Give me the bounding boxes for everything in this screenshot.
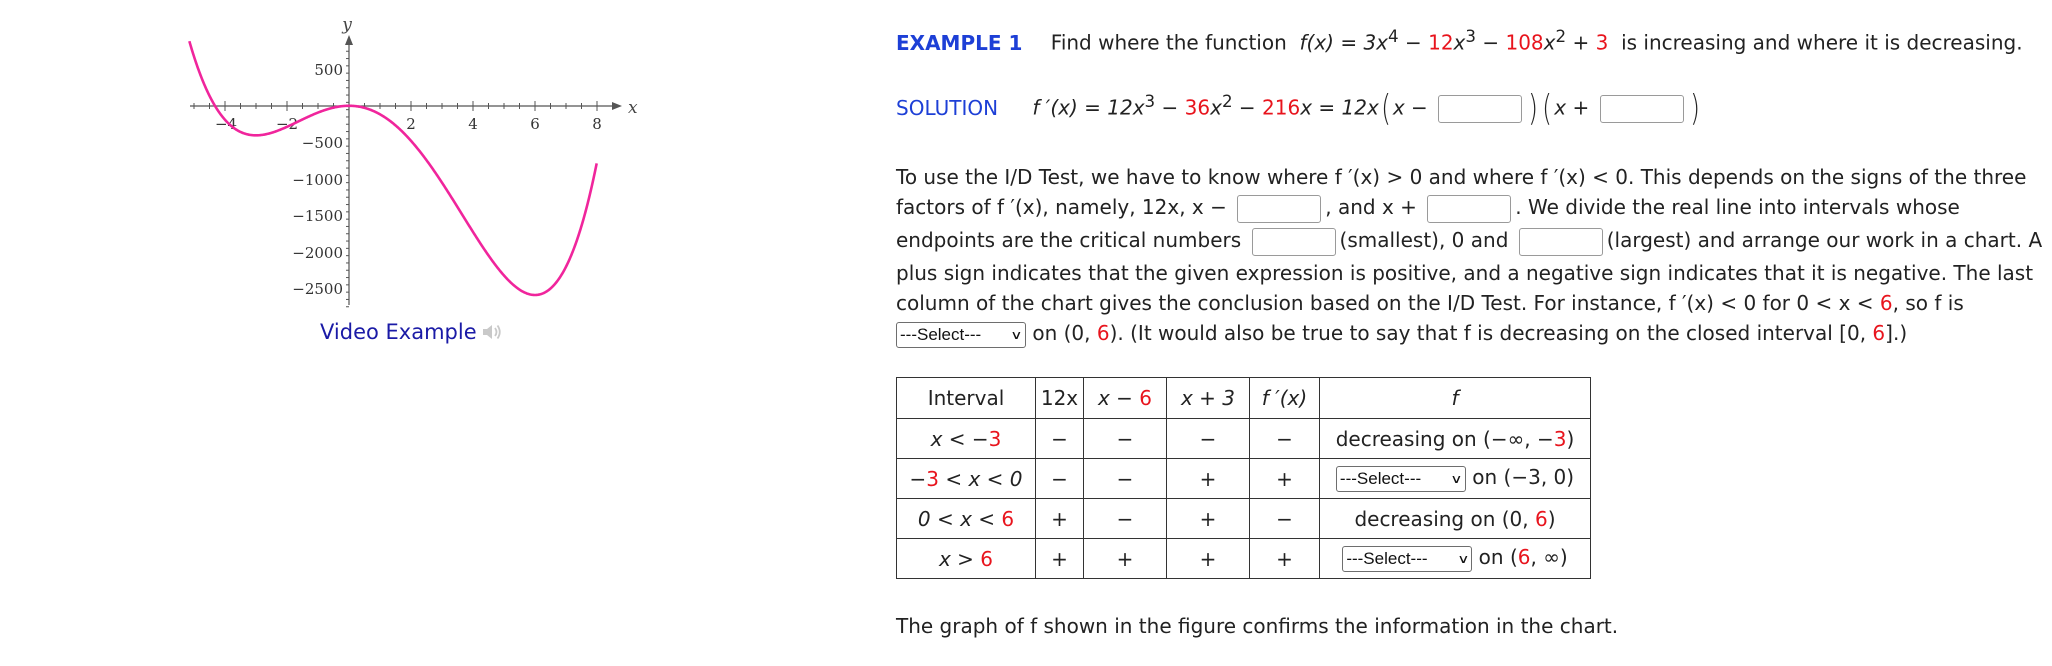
paragraph-line — [896, 259, 2033, 287]
highlight-number: 6 — [1872, 321, 1886, 345]
interval-cell — [897, 419, 1036, 459]
conclusion-cell — [1320, 499, 1591, 539]
example-title: EXAMPLE 1 — [896, 30, 1023, 55]
sign-cell: + — [1036, 499, 1084, 539]
coefficient: 108 — [1505, 30, 1544, 55]
video-example-label: Video Example — [320, 320, 477, 344]
id-test-chart — [896, 377, 1591, 579]
y-tick-label: −500 — [301, 134, 343, 152]
example-statement — [896, 23, 2023, 57]
coefficient: 12 — [1428, 30, 1454, 55]
chevron-down-icon: ∨ — [1010, 327, 1023, 342]
sign-cell: + — [1167, 539, 1250, 579]
operator: − — [1398, 30, 1429, 55]
select-value: ---Select--- — [1346, 548, 1428, 568]
col-header-interval: Interval — [897, 378, 1036, 419]
paragraph-text: (largest) and arrange our work in a chart. A — [1606, 228, 2043, 252]
sign-cell: − — [1036, 459, 1084, 499]
table-row — [897, 419, 1591, 459]
y-tick-label: −2500 — [292, 280, 343, 298]
factor-label: x + — [1554, 95, 1590, 120]
footer-text — [896, 612, 1618, 640]
highlight-number: 6 — [1517, 545, 1531, 570]
interval-select[interactable] — [1342, 546, 1472, 572]
sign-cell: + — [1167, 499, 1250, 539]
critical-number-input-1[interactable] — [1438, 95, 1522, 123]
chevron-down-icon: ∨ — [1456, 551, 1470, 566]
x-axis-label: x — [628, 98, 638, 118]
factored-prefix: x = 12x — [1300, 95, 1379, 120]
inc-dec-select[interactable] — [896, 322, 1026, 348]
left-paren: ( — [1380, 88, 1391, 130]
largest-critical-input[interactable] — [1519, 228, 1603, 256]
y-tick-label: 500 — [314, 61, 343, 79]
paragraph-line — [896, 163, 2026, 191]
x-tick-label: 2 — [406, 115, 416, 133]
right-paren: ) — [1528, 88, 1539, 130]
interval-text: 0 < x < — [917, 506, 1002, 531]
highlight-number: 3 — [926, 466, 939, 491]
variable: x — [1210, 95, 1222, 120]
paragraph-text: , and x + — [1325, 195, 1417, 219]
table-row — [897, 499, 1591, 539]
table-row — [897, 459, 1591, 499]
paragraph-text: ). (It would also be true to say that f is decreasing on the closed interval [0, — [1109, 321, 1873, 345]
solution-line — [896, 88, 1702, 130]
select-value: ---Select--- — [900, 324, 982, 344]
exponent: 3 — [1144, 92, 1156, 111]
smallest-critical-input[interactable] — [1252, 228, 1336, 256]
col-header-f — [1320, 378, 1591, 419]
operator: − — [1476, 30, 1506, 55]
y-tick-label: −2000 — [292, 244, 343, 262]
conclusion-text: on ( — [1478, 545, 1518, 570]
highlight-number: 6 — [1096, 321, 1110, 345]
y-axis-arrow — [345, 35, 353, 45]
x-tick-label: 4 — [468, 115, 478, 133]
chevron-down-icon: ∨ — [1450, 471, 1463, 486]
x-tick-label: −4 — [214, 115, 238, 133]
conclusion-cell — [1320, 459, 1591, 499]
video-example-link[interactable] — [320, 320, 503, 344]
function-graph — [0, 0, 700, 330]
table-row — [897, 539, 1591, 579]
y-tick-label: −1000 — [292, 171, 343, 189]
footer-sentence: The graph of f shown in the figure confirms the information in the chart. — [896, 614, 1619, 638]
exponent: 2 — [1221, 92, 1233, 111]
y-axis-label: y — [342, 15, 352, 35]
sign-cell: − — [1036, 419, 1084, 459]
coefficient: 36 — [1184, 95, 1211, 120]
factor-label: x − — [1392, 95, 1428, 120]
conclusion-text: ) — [1547, 506, 1556, 531]
factor-input-2[interactable] — [1427, 195, 1511, 223]
interval-select[interactable] — [1336, 466, 1466, 492]
header-text: 12x — [1040, 386, 1079, 410]
highlight-number: 6 — [980, 546, 994, 571]
paragraph-text: To use the I/D Test, we have to know where f ′(x) > 0 and where f ′(x) < 0. This depends on the signs of the three — [896, 165, 2027, 189]
paragraph-text: (smallest), 0 and — [1339, 228, 1509, 252]
col-header-x-minus-6 — [1084, 378, 1167, 419]
solution-title: SOLUTION — [896, 95, 999, 120]
sign-cell: + — [1036, 539, 1084, 579]
interval-cell — [897, 459, 1036, 499]
conclusion-text: , ∞) — [1530, 545, 1568, 570]
conclusion-text: on (−3, 0) — [1472, 465, 1575, 490]
paragraph-text: column of the chart gives the conclusion based on the I/D Test. For instance, f ′(x) < 0 for 0 < x < — [896, 291, 1880, 315]
paragraph-line — [896, 289, 1964, 317]
sign-cell: + — [1167, 459, 1250, 499]
header-text: f ′(x) — [1261, 386, 1308, 410]
derivative-lhs: f ′(x) = 12x — [1032, 95, 1145, 120]
paragraph-line — [896, 319, 1907, 348]
y-tick-label: −1500 — [292, 207, 343, 225]
exponent: 3 — [1465, 27, 1476, 46]
constant: 3 — [1595, 30, 1609, 55]
sign-cell: − — [1084, 459, 1167, 499]
variable: x — [1453, 30, 1466, 55]
paragraph-text: . We divide the real line into intervals whose — [1515, 195, 1960, 219]
paragraph-line — [896, 226, 2042, 256]
operator: − — [1232, 95, 1263, 120]
sign-cell: − — [1250, 419, 1320, 459]
table-header-row — [897, 378, 1591, 419]
right-paren: ) — [1689, 88, 1700, 130]
sign-cell: + — [1250, 539, 1320, 579]
factor-input-1[interactable] — [1237, 195, 1321, 223]
paragraph-text: endpoints are the critical numbers — [896, 228, 1242, 252]
interval-text: x > — [938, 546, 981, 571]
sign-cell: + — [1084, 539, 1167, 579]
col-header-fprime — [1250, 378, 1320, 419]
operator: + — [1566, 30, 1596, 55]
highlight-number: 6 — [1001, 506, 1015, 531]
conclusion-cell — [1320, 419, 1591, 459]
example-text-suffix: is increasing and where it is decreasing. — [1621, 30, 2023, 55]
sign-cell: − — [1084, 419, 1167, 459]
interval-cell — [897, 539, 1036, 579]
select-value: ---Select--- — [1339, 468, 1422, 488]
x-tick-label: 8 — [592, 115, 602, 133]
function-fx: f(x) = 3x — [1299, 30, 1388, 55]
highlight-number: 6 — [1535, 506, 1548, 531]
function-curve — [189, 41, 596, 295]
conclusion-text: decreasing on (−∞, − — [1335, 426, 1554, 451]
paragraph-line — [896, 193, 1960, 223]
paragraph-text: plus sign indicates that the given expression is positive, and a negative sign indicates that it is negative. The last — [896, 261, 2034, 285]
sign-cell: + — [1250, 459, 1320, 499]
paragraph-text: on (0, — [1032, 321, 1097, 345]
highlight-number: 6 — [1139, 386, 1153, 410]
interval-text: − — [909, 466, 927, 491]
exponent: 4 — [1388, 27, 1399, 46]
x-tick-label: −2 — [275, 115, 299, 133]
sign-cell: − — [1250, 499, 1320, 539]
coefficient: 216 — [1262, 95, 1301, 120]
header-text: x − — [1097, 386, 1140, 410]
col-header-12x — [1036, 378, 1084, 419]
interval-text: < x < 0 — [938, 466, 1023, 491]
sign-cell: − — [1167, 419, 1250, 459]
paragraph-text: ].) — [1885, 321, 1908, 345]
speaker-icon — [481, 321, 503, 343]
highlight-number: 6 — [1879, 291, 1893, 315]
conclusion-text: decreasing on (0, — [1354, 506, 1535, 531]
paragraph-text: factors of f ′(x), namely, 12x, x − — [896, 195, 1227, 219]
x-axis-arrow — [612, 102, 622, 110]
x-tick-label: 6 — [530, 115, 540, 133]
paragraph-text: , so f is — [1892, 291, 1964, 315]
left-paren: ( — [1542, 88, 1553, 130]
highlight-number: 3 — [988, 426, 1002, 451]
interval-cell — [897, 499, 1036, 539]
exponent: 2 — [1555, 27, 1567, 46]
highlight-number: 3 — [1553, 426, 1567, 451]
critical-number-input-2[interactable] — [1600, 95, 1684, 123]
variable: x — [1543, 30, 1556, 55]
example-text-prefix: Find where the function — [1050, 30, 1287, 55]
interval-text: x < − — [930, 426, 989, 451]
header-text: f — [1451, 386, 1459, 410]
header-text: x + 3 — [1180, 386, 1236, 410]
col-header-x-plus-3 — [1167, 378, 1250, 419]
operator: − — [1155, 95, 1185, 120]
conclusion-text: ) — [1566, 426, 1575, 451]
conclusion-cell — [1320, 539, 1591, 579]
sign-cell: − — [1084, 499, 1167, 539]
